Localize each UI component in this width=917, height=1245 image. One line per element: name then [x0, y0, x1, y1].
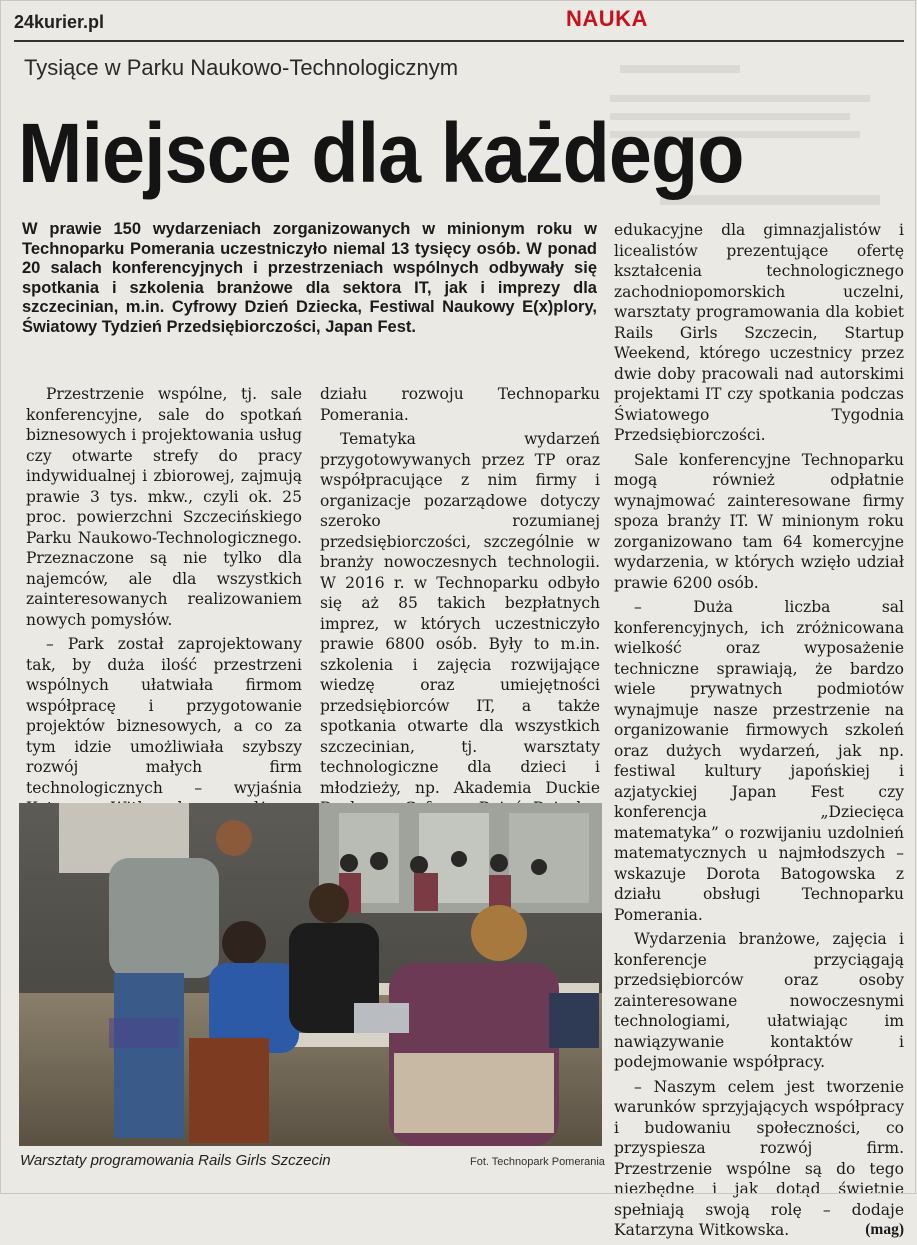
- photo-credit: Fot. Technopark Pomerania: [470, 1156, 605, 1168]
- article-kicker: Tysiące w Parku Naukowo-Technologicznym: [24, 55, 459, 80]
- paragraph: – Duża liczba sal konferencyjnych, ich zróżnicowana wielkość oraz wyposażenie techniczne sprawiają, że bardzo wiele prywatnych podmiotów wynajmuje nasze przestrzenie na organizowanie firmowych szkoleń oraz dużych wydarzeń, jak np. festiwal kultury japońskiej i azjatyckiej Japan Fest czy konferencja „Dziecięca matematyka” o rozwijaniu uzdolnień matematycznych u najmłodszych – wskazuje Dorota Batogowska z działu obsługi Technoparku Pomerania.: [614, 598, 904, 924]
- paragraph: Wydarzenia branżowe, zajęcia i konferencje przyciągają przedsiębiorców oraz osoby zainteresowane nowoczesnymi technologiami, ułatwiając im nawiązywanie kontaktów i podejmowanie współpracy.: [614, 930, 904, 1071]
- article-lead: W prawie 150 wydarzeniach zorganizowanych w minionym roku w Technoparku Pomerania uczestniczyło niemal 13 tysięcy osób. W ponad 20 salach konferencyjnych i przestrzeniach wspólnych odbywały się spotkania i szkolenia branżowe dla sektora IT, jak i imprezy dla szczecinian, m.in. Cyfrowy Dzień Dziecka, Festiwal Naukowy E(x)plory, Światowy Tydzień Przedsiębiorczości, Japan Fest.: [22, 220, 597, 336]
- paragraph: edukacyjne dla gimnazjalistów i licealistów prezentujące ofertę kształcenia technologicznego zachodniopomorskich uczelni, warsztaty programowania dla kobiet Rails Girls Szczecin, Startup Weekend, którego uczestnicy przez dwie doby pracowali nad autorskimi projektami IT czy spotkania podczas Światowego Tygodnia Przedsiębiorczości.: [614, 221, 904, 444]
- article-column-3: [614, 220, 904, 1245]
- paragraph: Sale konferencyjne Technoparku mogą również odpłatnie wynajmować zainteresowane firmy spoza branży IT. W minionym roku zorganizowano tam 64 komercyjne wydarzenia, w których wzięło udział prawie 6200 osób.: [614, 450, 904, 592]
- article-photo: [19, 803, 602, 1146]
- article-column-1: [26, 384, 302, 823]
- site-url: 24kurier.pl: [14, 12, 105, 32]
- article-column-2: [320, 384, 600, 843]
- paragraph: działu rozwoju Technoparku Pomerania.: [320, 385, 600, 424]
- author-signature: (mag): [865, 1221, 904, 1238]
- article-headline: Miejsce dla każdego: [18, 106, 744, 200]
- paragraph: Przestrzenie wspólne, tj. sale konferencyjne, sale do spotkań biznesowych i projektowania usług czy otwarte strefy do pracy indywidualnej i zbiorowej, zajmują prawie 3 tys. mkw., czyli ok. 25 proc. powierzchni Szczecińskiego Parku Naukowo-Technologicznego. Przeznaczone są nie tylko dla najemców, ale dla wszystkich zainteresowanych realizowaniem nowych pomysłów.: [26, 385, 302, 629]
- paragraph: [614, 1077, 904, 1241]
- photo-caption: Warsztaty programowania Rails Girls Szczecin: [20, 1152, 331, 1169]
- paragraph: – Park został zaprojektowany tak, by duża ilość przestrzeni wspólnych ułatwiała firmom współpracę i przygotowanie projektów biznesowych, a co za tym idzie umożliwiała szybszy rozwój małych firm technologicznych – wyjaśnia: [26, 635, 302, 797]
- paragraph-text: – Naszym celem jest tworzenie warunków sprzyjających współpracy i budowaniu społeczności, co przyspiesza rozwój firm. Przestrzenie wspólne są do tego niezbędne i jak dotąd świetnie spełniają swoją rolę – dodaje Katarzyna Witkowska.: [614, 1077, 904, 1239]
- header-rule: [14, 40, 904, 42]
- section-label: NAUKA: [566, 6, 648, 31]
- paragraph: Tematyka wydarzeń przygotowywanych przez TP oraz współpracujące z nim firmy i organizacje pozarządowe dotyczy szeroko rozumianej przedsiębiorczości, szczególnie w branży nowoczesnych technologii. W 2016 r. w Technoparku odbyło się aż 85 takich bezpłatnych imprez, w których uczestniczyło prawie 6800 osób. Były to m.in. szkolenia i zajęcia rozwijające wiedzę oraz umiejętności przedsiębiorców IT, a także spotkania otwarte dla wszystkich szczecinian, tj. warsztaty technologiczne dla dzieci i młodzieży, np. Akademia Duckie: [320, 430, 600, 797]
- workshop-photo-illustration: [19, 803, 602, 1146]
